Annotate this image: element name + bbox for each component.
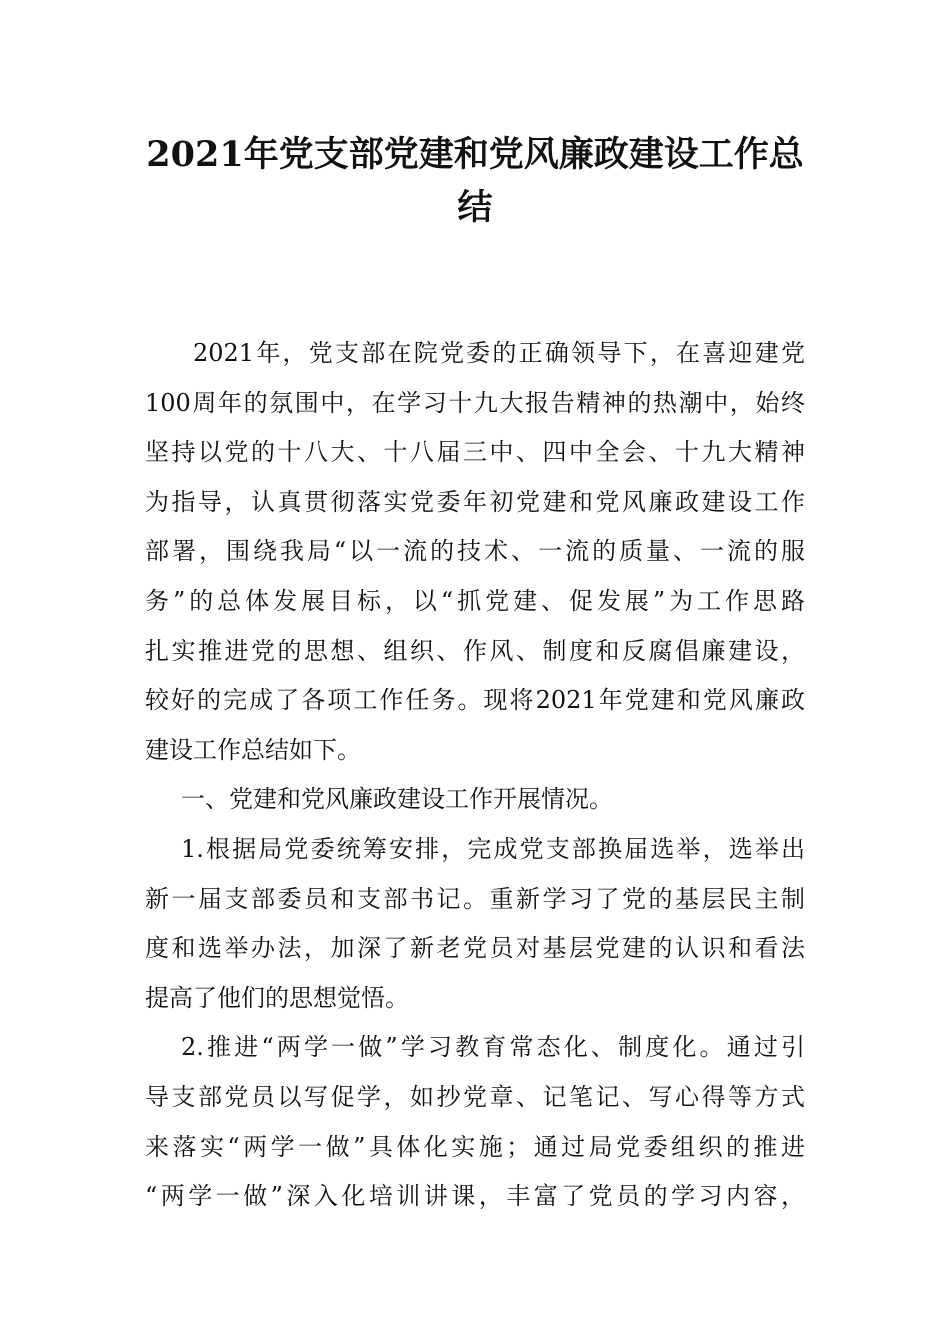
- paragraph-line: 2.推进“两学一做”学习教育常态化、制度化。通过引: [181, 1033, 805, 1062]
- paragraph-line: 来落实“两学一做”具体化实施；通过局党委组织的推进: [145, 1132, 805, 1161]
- paragraph-line: 新一届支部委员和支部书记。重新学习了党的基层民主制: [145, 884, 805, 913]
- paragraph-line: 1.根据局党委统筹安排，完成党支部换届选举，选举出: [181, 834, 805, 863]
- paragraph-line: 提高了他们的思想觉悟。: [145, 983, 409, 1012]
- paragraph-line: 扎实推进党的思想、组织、作风、制度和反腐倡廉建设，: [145, 636, 805, 665]
- paragraph-line: 坚持以党的十八大、十八届三中、四中全会、十九大精神: [145, 438, 805, 467]
- paragraph-line: 部署，围绕我局“以一流的技术、一流的质量、一流的服: [145, 537, 805, 566]
- paragraph-line: 务”的总体发展目标，以“抓党建、促发展”为工作思路: [145, 586, 805, 615]
- paragraph-line: 度和选举办法，加深了新老党员对基层党建的认识和看法: [145, 934, 805, 963]
- document-body: [145, 329, 805, 1222]
- section-heading: 一、党建和党风廉政建设工作开展情况。: [181, 785, 613, 814]
- paragraph-line: 建设工作总结如下。: [145, 735, 361, 764]
- paragraph-line: 2021年，党支部在院党委的正确领导下，在喜迎建党: [193, 339, 805, 367]
- paragraph-line: 为指导，认真贯彻落实党委年初党建和党风廉政建设工作: [145, 487, 805, 516]
- title-line-2: 结: [457, 187, 493, 228]
- paragraph-line: 导支部党员以写促学，如抄党章、记笔记、写心得等方式: [145, 1082, 805, 1111]
- paragraph-line: “两学一做”深入化培训讲课，丰富了党员的学习内容，: [145, 1182, 805, 1211]
- paragraph-line: 较好的完成了各项工作任务。现将2021年党建和党风廉政: [145, 686, 805, 715]
- paragraph-line: 100周年的氛围中，在学习十九大报告精神的热潮中，始终: [145, 388, 805, 417]
- title-line-1: 2021年党支部党建和党风廉政建设工作总: [146, 134, 804, 175]
- document-title: [140, 128, 810, 234]
